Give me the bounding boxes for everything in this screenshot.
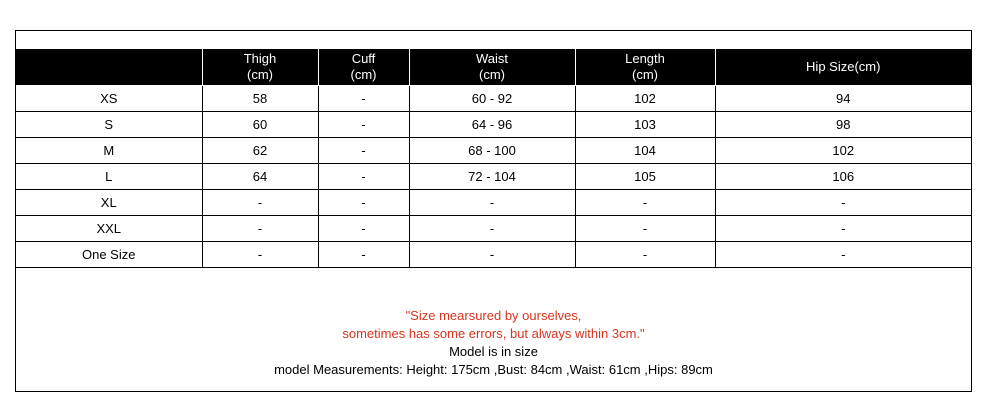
table-row [16,112,971,138]
measurement-disclaimer-line-2: sometimes has some errors, but always within 3cm." [342,326,645,341]
measurement-cell: 72 - 104 [409,164,575,190]
measurement-cell: 64 - 96 [409,112,575,138]
column-header-text: (cm) [479,67,505,82]
column-header [715,49,971,86]
table-body [16,86,971,268]
measurement-cell: - [715,216,971,242]
size-label-cell: XXL [16,216,202,242]
column-header-text: Hip Size(cm) [806,59,881,74]
column-header-text: Length [625,51,665,66]
measurement-cell: - [202,242,318,268]
measurement-disclaimer-line-1: "Size mearsured by ourselves, [405,308,582,323]
measurement-cell: 106 [715,164,971,190]
measurement-cell: - [409,242,575,268]
measurement-cell: - [318,86,409,112]
model-size-note: Model is in size [449,344,538,359]
measurement-cell: - [318,112,409,138]
column-header-text: (cm) [350,67,377,82]
size-label-cell: S [16,112,202,138]
column-header [318,49,409,86]
measurement-cell: 104 [575,138,715,164]
table-header-row [16,49,971,86]
column-header [409,49,575,86]
table-row [16,242,971,268]
measurement-cell: 94 [715,86,971,112]
size-label-cell: XL [16,190,202,216]
measurement-cell: - [318,138,409,164]
column-header [16,49,202,86]
column-header-text: Waist [475,51,509,66]
table-row [16,164,971,190]
table-row [16,86,971,112]
table-row [16,216,971,242]
measurement-cell: 64 [202,164,318,190]
size-table [16,49,971,268]
size-label-cell: One Size [16,242,202,268]
table-row [16,138,971,164]
measurement-cell: 105 [575,164,715,190]
column-header-text: (cm) [247,67,273,82]
measurement-cell: 102 [575,86,715,112]
measurement-cell: - [318,216,409,242]
size-chart-frame [15,30,972,392]
measurement-cell: 98 [715,112,971,138]
size-label-cell: XS [16,86,202,112]
measurement-cell: - [409,190,575,216]
measurement-cell: 58 [202,86,318,112]
measurement-cell: 102 [715,138,971,164]
measurement-cell: 62 [202,138,318,164]
measurement-cell: - [202,190,318,216]
measurement-cell: - [318,164,409,190]
measurement-cell: - [318,242,409,268]
measurement-cell: - [575,242,715,268]
model-measurements: model Measurements: Height: 175cm ,Bust: 84cm ,Waist: 61cm ,Hips: 89cm [274,362,713,377]
column-header [575,49,715,86]
column-header-text: (cm) [632,67,658,82]
measurement-cell: 60 [202,112,318,138]
measurement-cell: - [715,242,971,268]
size-label-cell: M [16,138,202,164]
size-notes [16,307,971,379]
size-label-cell: L [16,164,202,190]
measurement-cell: - [715,190,971,216]
column-header [202,49,318,86]
measurement-cell: - [575,190,715,216]
measurement-cell: 103 [575,112,715,138]
measurement-cell: - [575,216,715,242]
measurement-cell: 60 - 92 [409,86,575,112]
measurement-cell: - [318,190,409,216]
measurement-cell: - [202,216,318,242]
column-header-text: Cuff [351,51,376,66]
measurement-cell: 68 - 100 [409,138,575,164]
table-row [16,190,971,216]
column-header-text: Thigh [243,51,277,66]
measurement-cell: - [409,216,575,242]
